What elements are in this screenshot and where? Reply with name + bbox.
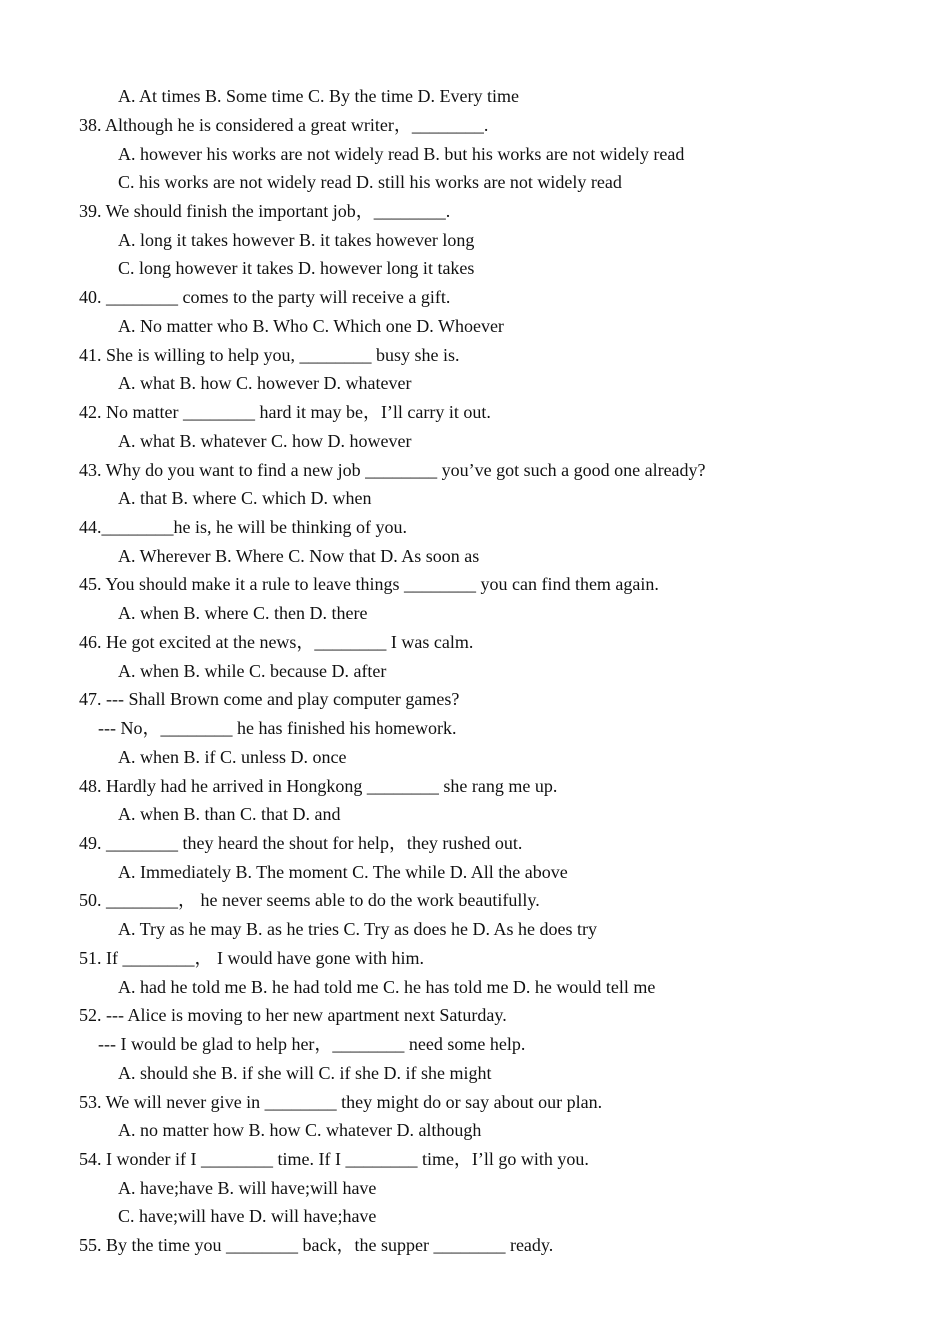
question-54-options-cd: C. have;will have D. will have;have: [118, 1206, 377, 1226]
question-43: 43. Why do you want to find a new job ________ you’ve got such a good one already?: [79, 460, 706, 480]
question-41: 41. She is willing to help you, ________ busy she is.: [79, 345, 460, 365]
question-54: 54. I wonder if I ________ time. If I ________ time，I’ll go with you.: [79, 1149, 589, 1169]
question-44: 44.________he is, he will be thinking of you.: [79, 517, 407, 537]
question-50: 50. ________， he never seems able to do the work beautifully.: [79, 890, 540, 910]
question-54-options-ab: A. have;have B. will have;will have: [118, 1178, 377, 1198]
question-52-options: A. should she B. if she will C. if she D. if she might: [118, 1063, 492, 1083]
question-41-options: A. what B. how C. however D. whatever: [118, 373, 412, 393]
question-53-options: A. no matter how B. how C. whatever D. although: [118, 1120, 482, 1140]
question-39: 39. We should finish the important job，________.: [79, 201, 451, 221]
question-52: 52. --- Alice is moving to her new apartment next Saturday.: [79, 1005, 507, 1025]
question-39-options-cd: C. long however it takes D. however long it takes: [118, 258, 475, 278]
question-40: 40. ________ comes to the party will receive a gift.: [79, 287, 451, 307]
question-53: 53. We will never give in ________ they might do or say about our plan.: [79, 1092, 603, 1112]
question-52-dialog: --- I would be glad to help her，________ need some help.: [98, 1034, 526, 1054]
question-45-options: A. when B. where C. then D. there: [118, 603, 368, 623]
question-37-options: A. At times B. Some time C. By the time D. Every time: [118, 86, 519, 106]
question-38-options-cd: C. his works are not widely read D. still his works are not widely read: [118, 172, 622, 192]
question-47: 47. --- Shall Brown come and play computer games?: [79, 689, 460, 709]
question-46-options: A. when B. while C. because D. after: [118, 661, 387, 681]
question-47-dialog: --- No，________ he has finished his homework.: [98, 718, 457, 738]
question-47-options: A. when B. if C. unless D. once: [118, 747, 347, 767]
question-42-options: A. what B. whatever C. how D. however: [118, 431, 412, 451]
question-44-options: A. Wherever B. Where C. Now that D. As soon as: [118, 546, 480, 566]
question-45: 45. You should make it a rule to leave things ________ you can find them again.: [79, 574, 659, 594]
question-51-options: A. had he told me B. he had told me C. he has told me D. he would tell me: [118, 977, 656, 997]
question-42: 42. No matter ________ hard it may be，I’ll carry it out.: [79, 402, 491, 422]
question-40-options: A. No matter who B. Who C. Which one D. Whoever: [118, 316, 504, 336]
question-43-options: A. that B. where C. which D. when: [118, 488, 372, 508]
question-49-options: A. Immediately B. The moment C. The while D. All the above: [118, 862, 568, 882]
question-48-options: A. when B. than C. that D. and: [118, 804, 341, 824]
question-38-options-ab: A. however his works are not widely read B. but his works are not widely read: [118, 144, 685, 164]
question-48: 48. Hardly had he arrived in Hongkong ________ she rang me up.: [79, 776, 558, 796]
question-46: 46. He got excited at the news，________ I was calm.: [79, 632, 474, 652]
question-51: 51. If ________， I would have gone with him.: [79, 948, 424, 968]
question-38: 38. Although he is considered a great writer，________.: [79, 115, 489, 135]
question-55: 55. By the time you ________ back，the supper ________ ready.: [79, 1235, 554, 1255]
question-50-options: A. Try as he may B. as he tries C. Try as does he D. As he does try: [118, 919, 597, 939]
question-49: 49. ________ they heard the shout for help，they rushed out.: [79, 833, 523, 853]
question-39-options-ab: A. long it takes however B. it takes however long: [118, 230, 475, 250]
